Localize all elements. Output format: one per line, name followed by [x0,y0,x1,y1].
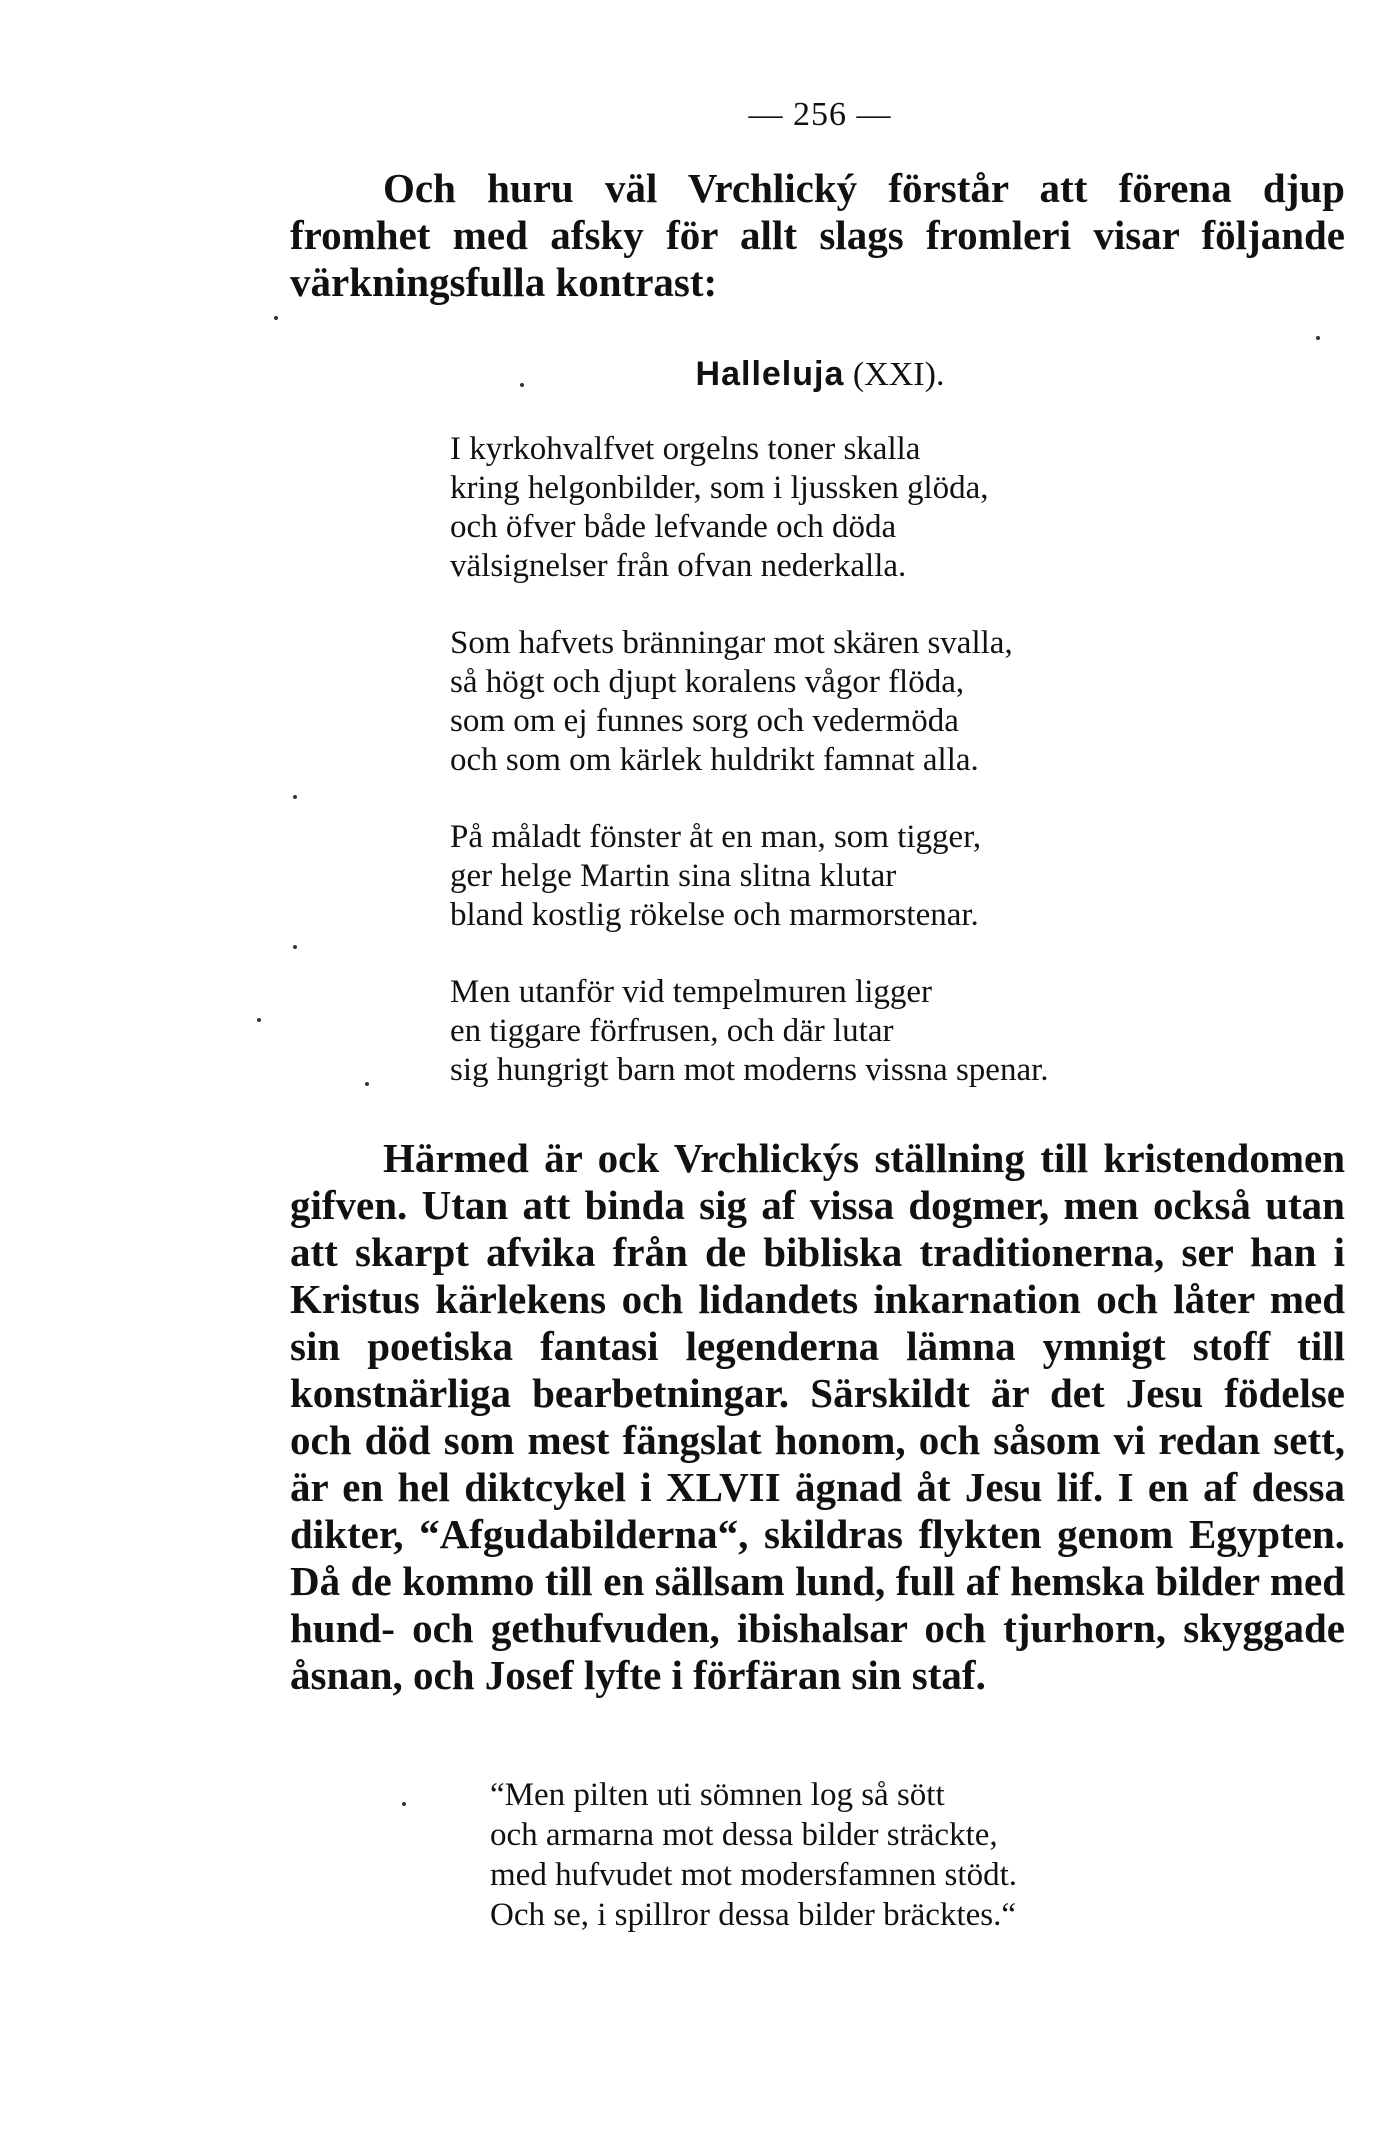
poem-line: Som hafvets bränningar mot skären svalla, [450,625,1013,661]
discussion-paragraph-block [290,1135,1345,1699]
scan-speck [293,945,297,949]
poem-line: Men utanför vid tempelmuren ligger [450,974,933,1010]
stanza-4 [450,973,1210,1090]
stanza-1 [450,430,1210,586]
poem-line: välsignelser från ofvan nederkalla. [450,548,907,584]
stanza-3 [450,818,1210,935]
intro-paragraph: Och huru väl Vrchlický förstår att förena djup fromhet med afsky för allt slags fromleri visar följande värkningsfulla kontrast: [290,165,1345,305]
scan-speck [293,795,297,799]
poem-title-name: Halleluja [695,355,845,393]
poem-line: ger helge Martin sina slitna klutar [450,858,897,894]
page-number: — 256 — [748,96,892,133]
scan-speck [402,1802,406,1806]
poem-line: så högt och djupt koralens vågor flöda, [450,664,965,700]
poem-line: bland kostlig rökelse och marmorstenar. [450,897,979,933]
poem-quotation [490,1775,1250,1935]
poem-line: I kyrkohvalfvet orgelns toner skalla [450,431,921,467]
poem-line: en tiggare förfrusen, och där lutar [450,1013,894,1049]
scan-speck [520,383,524,387]
poem-line: och öfver både lefvande och döda [450,509,897,545]
poem-halleluja [450,430,1210,1128]
stanza-2 [450,624,1210,780]
poem-line: och armarna mot dessa bilder sträckte, [490,1817,998,1853]
poem-line: På måladt fönster åt en man, som tigger, [450,819,982,855]
poem-title-number: (XXI). [852,356,945,393]
poem-line: som om ej funnes sorg och vedermöda [450,703,959,739]
scan-speck [274,316,278,320]
scan-speck [365,1082,369,1086]
scan-speck [257,1018,261,1022]
discussion-paragraph: Härmed är ock Vrchlickýs ställning till kristendomen gifven. Utan att binda sig af vissa dogmer, men också utan att skarpt afvika från de bibliska traditionerna, ser han i Kristus kärlekens och lidandets inkarnation och låter med sin poetiska fantasi legenderna lämna ymnigt stoff till konstnärliga bearbetningar. Särskildt är det Jesu födelse och död som mest fängslat honom, och såsom vi redan sett, är en hel diktcykel i XLVII ägnad åt Jesu lif. I en af dessa dikter, “Afgudabilderna“, skildras flykten genom Egypten. Då de kommo till en sällsam lund, full af hemska bilder med hund- och gethufvuden, ibishalsar och tjurhorn, skyggade åsnan, och Josef lyfte i förfäran sin staf. [290,1135,1345,1698]
poem-line: “Men pilten uti sömnen log så sött [490,1777,945,1813]
poem-line: sig hungrigt barn mot moderns vissna spenar. [450,1052,1049,1088]
poem-line: Och se, i spillror dessa bilder bräcktes.“ [490,1897,1017,1933]
poem-line: och som om kärlek huldrikt famnat alla. [450,742,979,778]
poem-title [0,355,1400,394]
intro-paragraph-block [290,165,1345,306]
scan-speck [1316,336,1320,340]
poem-line: med hufvudet mot modersfamnen stödt. [490,1857,1017,1893]
poem-line: kring helgonbilder, som i ljussken glöda, [450,470,989,506]
